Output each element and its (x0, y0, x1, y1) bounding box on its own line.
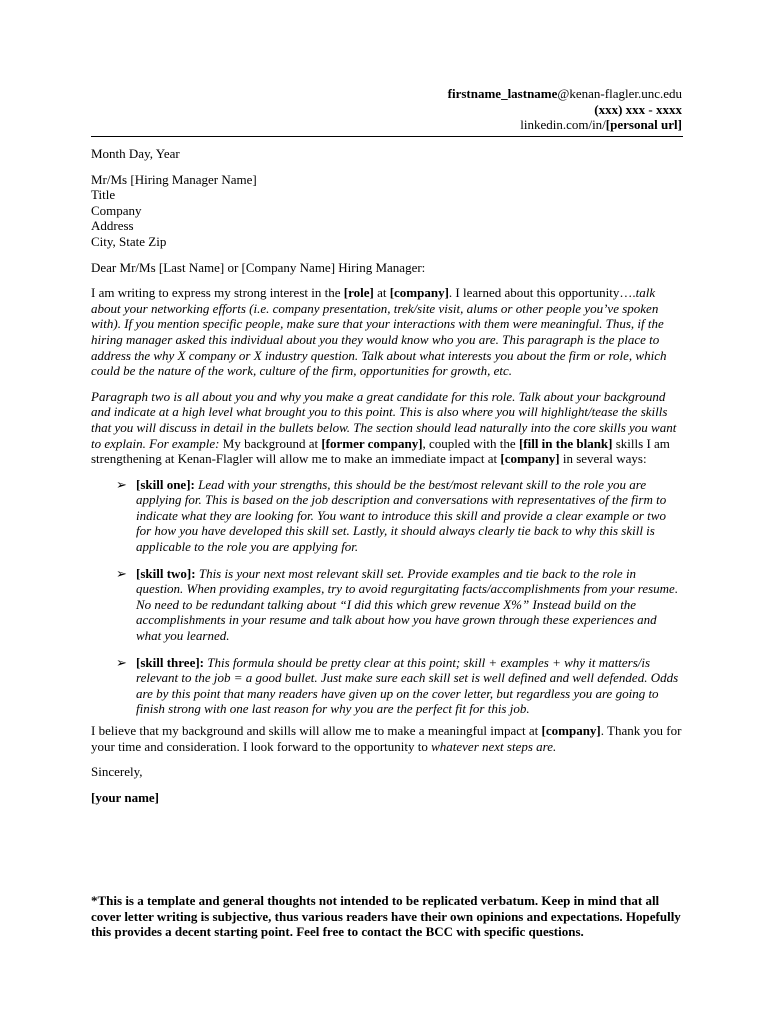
template-note: *This is a template and general thoughts not intended to be replicated verbatum. Keep in mind that all cover letter writing is subjective, thus various readers have their own opinions and expectations. Hopefully this provides a decent starting point. Feel free to contact the BCC with specific questions. (91, 893, 681, 940)
email-domain: @kenan-flagler.unc.edu (557, 86, 682, 101)
address-line: Title (91, 187, 116, 203)
guidance-text: whatever next steps are. (431, 738, 557, 754)
skill-text: Lead with your strengths, this should be the best/most relevant skill to the role you are applying for. This is based on the job description and conversations with representatives of the firm to indicate what they are looking for. You want to introduce this skill and provide a clear example or two for how you have developed this skill set. Lastly, it should always clearly tie back to why this skill is applicable to the role you are applying for. (136, 476, 667, 555)
recipient-address (91, 172, 683, 250)
linkedin-line[interactable] (448, 117, 682, 133)
linkedin-prefix: linkedin.com/in/ (520, 117, 606, 133)
email-line[interactable] (448, 86, 682, 102)
skill-label: [skill one]: (136, 476, 195, 492)
date-line: Month Day, Year (91, 146, 180, 161)
text-run: I believe that my background and skills will allow me to make a meaningful impact at (91, 723, 542, 738)
list-item (91, 477, 683, 555)
text-run: , coupled with the (422, 435, 519, 451)
signature-name: [your name] (91, 789, 160, 805)
placeholder-fill-blank: [fill in the blank] (518, 435, 613, 451)
text-run: skills I am strengthening at Kenan-Flagler will allow me to make an immediate impact at (91, 435, 670, 467)
skill-label: [skill three]: (136, 654, 204, 670)
placeholder-former-company: [former company] (321, 435, 423, 451)
skill-label: [skill two]: (136, 565, 196, 581)
address-line: Company (91, 202, 142, 218)
signoff: Sincerely, (91, 764, 143, 780)
text-run: My background at (219, 435, 322, 451)
header-divider (91, 136, 683, 137)
skills-list (91, 477, 683, 717)
text-run: at (373, 285, 390, 301)
address-line: Address (91, 218, 134, 234)
salutation: Dear Mr/Ms [Last Name] or [Company Name] Hiring Manager: (91, 259, 426, 275)
placeholder-role: [role] (343, 285, 374, 301)
skill-text: This formula should be pretty clear at this point; skill + examples + why it matters/is relevant to the job = a good bullet. Just make sure each skill set is well defined and well defended. Odds are by this point that many readers have given up on the cover letter, but regardless you are going to finish strong with one last reason for why you are the perfect fit for this job. (136, 654, 679, 717)
closing-paragraph (91, 723, 683, 754)
arrow-bullet-icon: ➢ (116, 476, 127, 492)
paragraph-one (91, 285, 683, 379)
linkedin-suffix: [personal url] (605, 117, 682, 133)
list-item (91, 566, 683, 644)
text-run: in several ways: (559, 451, 647, 467)
phone-line: (xxx) xxx - xxxx (594, 101, 682, 117)
placeholder-company: [company] (541, 723, 601, 738)
address-line: City, State Zip (91, 233, 167, 249)
text-run: . I learned about this opportunity…. (448, 285, 636, 301)
paragraph-two (91, 389, 683, 467)
guidance-text: talk about your networking efforts (i.e. company presentation, trek/site visit, alums or other people you’ve spoken with). If you mention specific people, make sure that your interactions with them were meaningful. Thus, if the hiring manager asked this individual about you they would know who you are. This paragraph is the place to address the why X company or X industry question. Talk about what interests you about the firm or role, which could be the nature of the work, culture of the firm, opportunities for growth, etc. (91, 285, 667, 379)
skill-text: This is your next most relevant skill set. Provide examples and tie back to the role in question. When providing examples, try to avoid regurgitating facts/accomplishments from your resume. No need to be redundant talking about “I did this which grew revenue X%” Instead build on the accomplishments in your resume and talk about how you have grown through these experiences and what you learned. (136, 565, 679, 644)
address-line: Mr/Ms [Hiring Manager Name] (91, 171, 257, 187)
arrow-bullet-icon: ➢ (116, 565, 127, 581)
placeholder-company: [company] (500, 451, 560, 467)
arrow-bullet-icon: ➢ (116, 654, 127, 670)
text-run: I am writing to express my strong interest in the (91, 285, 344, 301)
guidance-text: Paragraph two is all about you and why you make a great candidate for this role. Talk about your background and indicate at a high level what brought you to this point. This is also where you will highlight/tease the skills that you will discuss in detail in the bullets below. The section should lead naturally into the core skills you want to explain. For example: (91, 388, 677, 451)
letter-body (91, 146, 683, 815)
placeholder-company: [company] (389, 285, 449, 301)
contact-header (448, 86, 682, 133)
list-item (91, 655, 683, 717)
email-name: firstname_lastname (447, 86, 558, 101)
text-run: . Thank you for your time and consideration. I look forward to the opportunity to (91, 723, 682, 754)
